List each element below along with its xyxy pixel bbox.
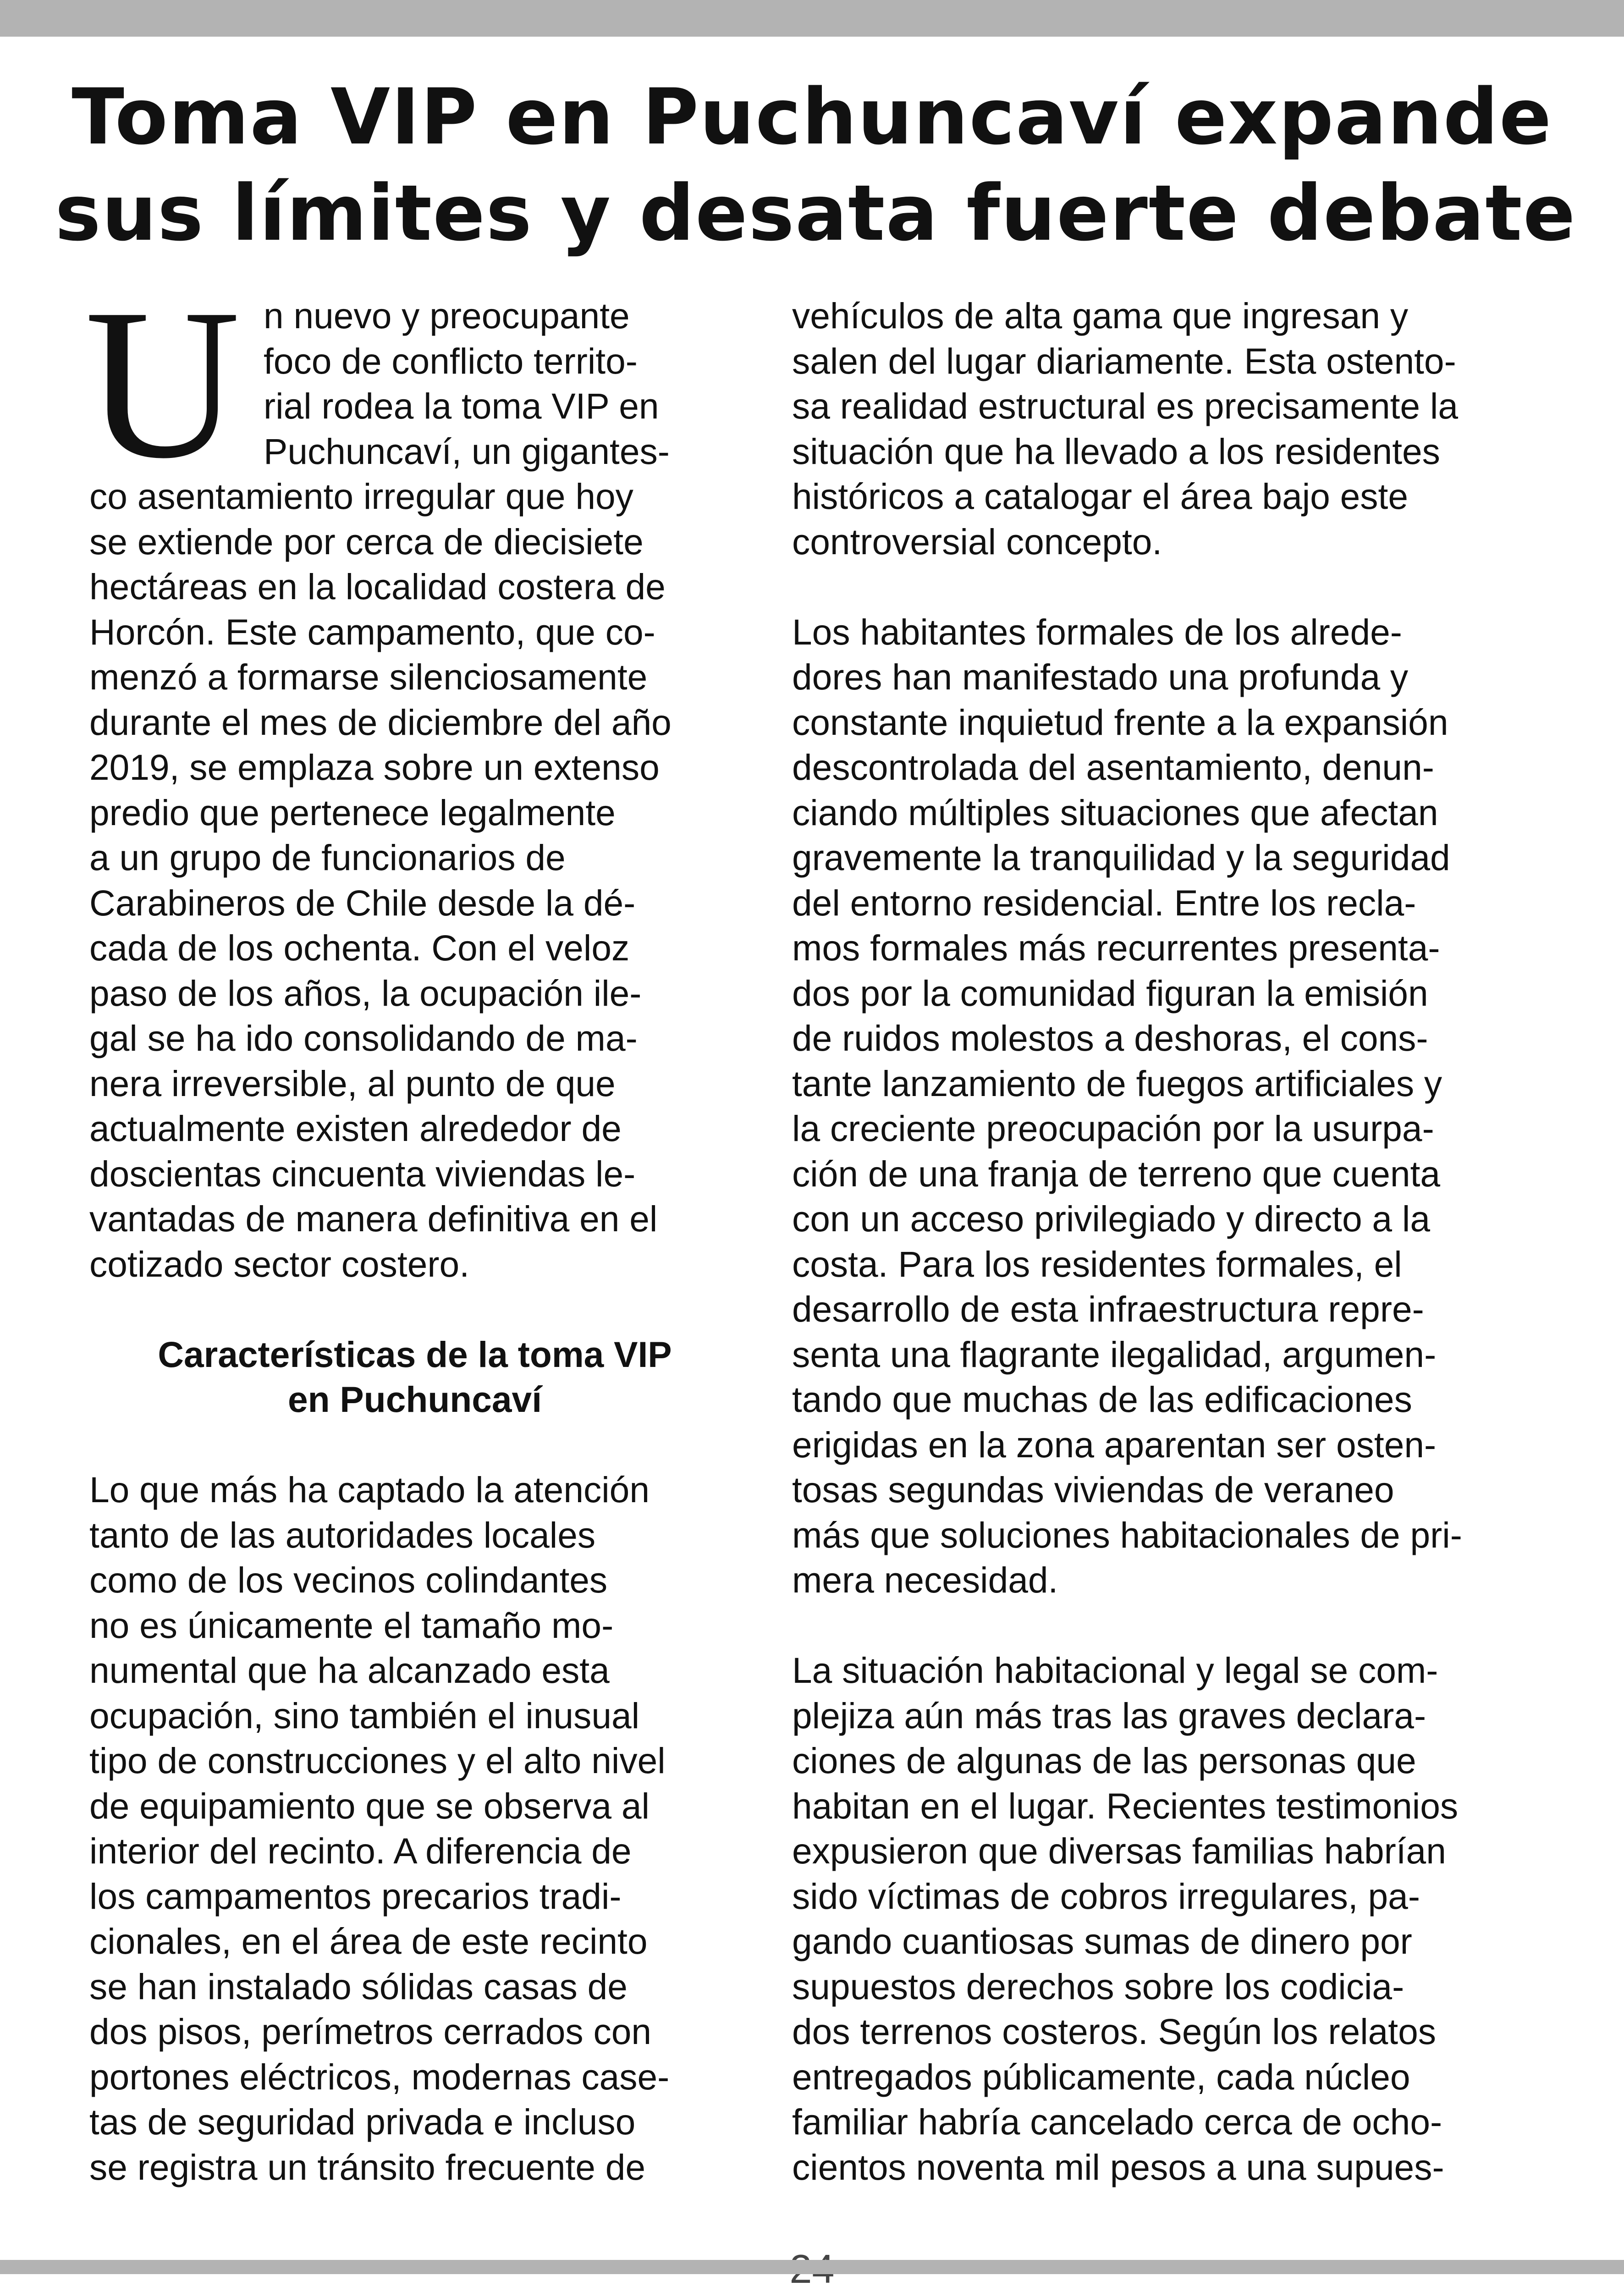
text-line: de ruidos molestos a deshoras, el cons-: [792, 1018, 1428, 1058]
text-line: cionales, en el área de este recinto: [89, 1921, 648, 1961]
text-line: gravemente la tranquilidad y la seguridad: [792, 837, 1450, 878]
text-line: co asentamiento irregular que hoy: [89, 476, 633, 517]
text-line: foco de conflicto territo-: [264, 341, 638, 381]
text-line: habitan en el lugar. Recientes testimonios: [792, 1785, 1459, 1826]
paragraph-neighbors: [792, 610, 1544, 1603]
text-line: supuestos derechos sobre los codicia-: [792, 1966, 1404, 2007]
text-line: se han instalado sólidas casas de: [89, 1966, 628, 2007]
text-line: tanto de las autoridades locales: [89, 1515, 596, 1555]
text-line: portones eléctricos, modernas case-: [89, 2056, 670, 2097]
text-line: vehículos de alta gama que ingresan y: [792, 296, 1409, 336]
text-line: salen del lugar diariamente. Esta ostento-: [792, 341, 1456, 381]
text-line: históricos a catalogar el área bajo este: [792, 476, 1409, 517]
paragraph-spacer: [792, 564, 1544, 610]
text-line: cotizado sector costero.: [89, 1244, 470, 1284]
text-line: con un acceso privilegiado y directo a la: [792, 1199, 1430, 1239]
text-line: dos terrenos costeros. Según los relatos: [792, 2011, 1437, 2052]
text-line: tosas segundas viviendas de veraneo: [792, 1470, 1394, 1510]
text-line: no es únicamente el tamaño mo-: [89, 1605, 614, 1646]
text-line: Lo que más ha captado la atención: [89, 1470, 650, 1510]
section-subheading: [89, 1332, 749, 1422]
text-line: Carabineros de Chile desde la dé-: [89, 882, 636, 923]
text-line: sa realidad estructural es precisamente la: [792, 386, 1458, 426]
paragraph-intro: [89, 474, 749, 1287]
text-line: Horcón. Este campamento, que co-: [89, 612, 655, 652]
drop-cap-letter: U: [85, 264, 241, 503]
text-line: tas de seguridad privada e incluso: [89, 2102, 636, 2142]
paragraph-spacer: [89, 1422, 749, 1468]
text-line: tante lanzamiento de fuegos artificiales y: [792, 1063, 1442, 1104]
text-line: ciando múltiples situaciones que afectan: [792, 792, 1438, 833]
text-line: familiar habría cancelado cerca de ocho-: [792, 2102, 1442, 2142]
text-line: cada de los ochenta. Con el veloz: [89, 928, 630, 968]
text-line: menzó a formarse silenciosamente: [89, 657, 648, 697]
text-line: expusieron que diversas familias habrían: [792, 1831, 1446, 1871]
text-line: cientos noventa mil pesos a una supues-: [792, 2147, 1444, 2187]
text-line: actualmente existen alrededor de: [89, 1108, 622, 1149]
text-line: constante inquietud frente a la expansión: [792, 702, 1448, 743]
text-line: predio que pertenece legalmente: [89, 792, 616, 833]
text-line: paso de los años, la ocupación ile-: [89, 973, 642, 1014]
text-line: ocupación, sino también el inusual: [89, 1695, 640, 1736]
paragraph-spacer: [792, 1603, 1544, 1648]
text-line: rial rodea la toma VIP en: [264, 386, 659, 426]
text-line: doscientas cincuenta viviendas le-: [89, 1153, 636, 1194]
text-line: entregados públicamente, cada núcleo: [792, 2056, 1410, 2097]
text-line: costa. Para los residentes formales, el: [792, 1244, 1402, 1284]
text-line: ción de una franja de terreno que cuenta: [792, 1153, 1441, 1194]
text-line: senta una flagrante ilegalidad, argumen-: [792, 1334, 1437, 1375]
text-line: hectáreas en la localidad costera de: [89, 567, 666, 607]
top-border-bar: [0, 0, 1624, 37]
text-line: Puchuncaví, un gigantes-: [264, 431, 670, 472]
text-line: n nuevo y preocupante: [264, 296, 630, 336]
text-line: interior del recinto. A diferencia de: [89, 1831, 632, 1871]
right-column: [792, 293, 1544, 2190]
bottom-border-bar: [0, 2260, 1624, 2274]
text-line: gal se ha ido consolidando de ma-: [89, 1018, 638, 1058]
text-line: controversial concepto.: [792, 521, 1162, 562]
text-line: plejiza aún más tras las graves declara-: [792, 1695, 1426, 1736]
text-line: erigidas en la zona aparentan ser osten-: [792, 1424, 1437, 1465]
text-line: vantadas de manera definitiva en el: [89, 1199, 658, 1239]
text-line: a un grupo de funcionarios de: [89, 837, 566, 878]
text-line: ciones de algunas de las personas que: [792, 1741, 1416, 1781]
article-headline: [55, 69, 1576, 261]
text-line: los campamentos precarios tradi-: [89, 1876, 622, 1917]
left-column: [85, 264, 749, 2190]
text-line: dos pisos, perímetros cerrados con: [89, 2011, 652, 2052]
text-line: desarrollo de esta infraestructura repre-: [792, 1289, 1424, 1329]
text-line: dos por la comunidad figuran la emisión: [792, 973, 1428, 1014]
text-line: Los habitantes formales de los alrede-: [792, 612, 1402, 652]
text-line: numental que ha alcanzado esta: [89, 1650, 610, 1691]
text-line: se registra un tránsito frecuente de: [89, 2147, 646, 2187]
text-line: la creciente preocupación por la usurpa-: [792, 1108, 1434, 1149]
paragraph-continuation: [792, 293, 1544, 564]
text-line: tipo de construcciones y el alto nivel: [89, 1741, 666, 1781]
text-line: situación que ha llevado a los residentes: [792, 431, 1440, 472]
text-line: de equipamiento que se observa al: [89, 1785, 650, 1826]
text-line: se extiende por cerca de diecisiete: [89, 521, 644, 562]
text-line: del entorno residencial. Entre los recla-: [792, 882, 1416, 923]
text-line: descontrolada del asentamiento, denun-: [792, 747, 1434, 788]
text-line: sido víctimas de cobros irregulares, pa-: [792, 1876, 1420, 1917]
text-line: más que soluciones habitacionales de pri-: [792, 1515, 1462, 1555]
text-line: mera necesidad.: [792, 1560, 1058, 1600]
paragraph-spacer: [89, 1287, 749, 1332]
text-line: 2019, se emplaza sobre un extenso: [89, 747, 660, 788]
text-line: gando cuantiosas sumas de dinero por: [792, 1921, 1412, 1961]
text-line: dores han manifestado una profunda y: [792, 657, 1409, 697]
paragraph-testimonies: [792, 1648, 1544, 2190]
headline-line-1: Toma VIP en Puchuncaví expande: [72, 72, 1552, 162]
text-line: nera irreversible, al punto de que: [89, 1063, 616, 1104]
subheading-line: Características de la toma VIP: [158, 1334, 672, 1375]
subheading-line: en Puchuncaví: [287, 1379, 542, 1420]
text-line: como de los vecinos colindantes: [89, 1560, 608, 1600]
text-line: La situación habitacional y legal se com-: [792, 1650, 1438, 1691]
paragraph-characteristics: [89, 1467, 749, 2190]
text-line: durante el mes de diciembre del año: [89, 702, 672, 743]
headline-line-2: sus límites y desata fuerte debate: [55, 168, 1576, 258]
text-line: tando que muchas de las edificaciones: [792, 1379, 1412, 1420]
text-line: mos formales más recurrentes presenta-: [792, 928, 1440, 968]
